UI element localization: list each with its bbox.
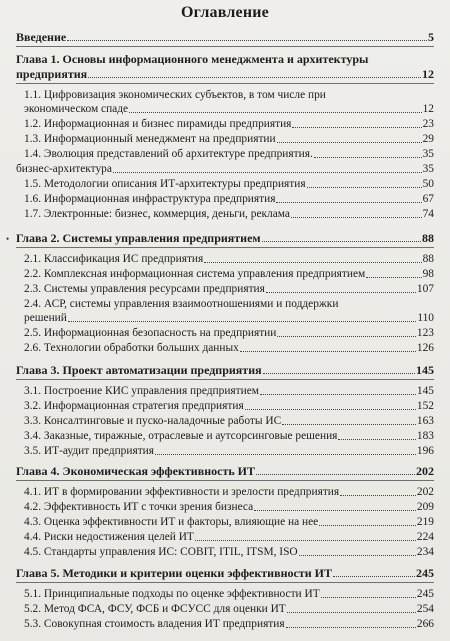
chapter-4-title: Глава 4. Экономическая эффективность ИТ (16, 464, 256, 478)
section-2-2 (24, 267, 434, 281)
section-2-1-label: 2.1. Классификация ИС предприятия (24, 253, 204, 265)
leader-dots (277, 336, 416, 337)
leader-dots (68, 321, 416, 322)
section-1-4 (24, 147, 434, 161)
section-4-1 (24, 485, 434, 499)
section-2-4-line2: решений (24, 312, 67, 324)
section-4-5-page: 234 (416, 546, 434, 558)
chapter-2-page: 88 (422, 231, 434, 245)
section-2-6 (24, 341, 434, 355)
section-4-4-page: 224 (416, 531, 434, 543)
chapter-1-page: 12 (422, 67, 434, 81)
chapter-2-title: Глава 2. Системы управления предприятием (16, 231, 261, 245)
leader-dots (333, 576, 415, 577)
section-1-1-page: 12 (422, 103, 434, 115)
section-1-7-page: 74 (422, 208, 434, 220)
section-2-4-page: 110 (417, 312, 434, 324)
section-3-4-label: 3.4. Заказные, тиражные, отраслевые и аутсорсинговые решения (24, 430, 338, 442)
section-5-3-page: 266 (416, 618, 434, 630)
section-4-2 (24, 500, 434, 514)
chapter-3-heading (16, 363, 434, 377)
leader-dots (88, 77, 421, 78)
section-5-1 (24, 587, 434, 601)
chapter-2-heading (16, 231, 434, 245)
section-2-3 (24, 282, 434, 296)
section-2-6-page: 126 (416, 342, 434, 354)
section-2-2-page: 98 (422, 268, 434, 280)
section-3-2-label: 3.2. Информационная стратегия предприятия (24, 400, 244, 412)
section-1-1-line1: 1.1. Цифровизация экономических субъектов, в том числе при (24, 89, 326, 101)
toc-intro-label: Введение (16, 30, 67, 44)
leader-dots (240, 351, 416, 352)
leader-dots (287, 612, 416, 613)
section-3-1-page: 145 (416, 385, 434, 397)
chapter-1-heading (16, 67, 434, 81)
section-1-4-cont (16, 162, 434, 176)
section-1-5-label: 1.5. Методологии описания ИТ-архитектуры предприятия (24, 178, 306, 190)
section-1-2 (24, 117, 434, 131)
section-1-2-label: 1.2. Информационная и бизнес пирамиды предприятия (24, 118, 292, 130)
section-3-5-page: 196 (416, 445, 434, 457)
section-1-3 (24, 132, 434, 146)
section-1-1 (24, 102, 434, 116)
leader-dots (338, 439, 416, 440)
section-5-3-label: 5.3. Совокупная стоимость владения ИТ предприятия (24, 618, 285, 630)
section-3-5 (24, 444, 434, 458)
leader-dots (266, 292, 416, 293)
leader-dots (262, 241, 421, 242)
chapter-1-title-line2: предприятия (16, 67, 88, 81)
section-1-6-label: 1.6. Информационная инфраструктура предприятия (24, 193, 276, 205)
leader-dots (286, 627, 416, 628)
leader-dots (67, 40, 427, 41)
leader-dots (366, 277, 421, 278)
chapter-3-title: Глава 3. Проект автоматизации предприятия (16, 363, 262, 377)
section-5-2-label: 5.2. Метод ФСА, ФСУ, ФСБ и ФСУСС для оценки ИТ (24, 603, 286, 615)
section-1-4-label: 1.4. Эволюция представлений об архитектуре предприятия. (24, 148, 313, 160)
leader-dots (254, 510, 416, 511)
section-5-3 (24, 617, 434, 631)
section-4-3-page: 219 (416, 516, 434, 528)
page-title: Оглавление (181, 4, 269, 21)
section-1-3-label: 1.3. Информационный менеджмент на предприятии (24, 133, 276, 145)
section-4-3 (24, 515, 434, 529)
leader-dots (276, 202, 421, 203)
section-4-4 (24, 530, 434, 544)
section-2-1-page: 88 (422, 253, 434, 265)
section-3-5-label: 3.5. ИТ-аудит предприятия (24, 445, 155, 457)
chapter-5-heading (16, 566, 434, 580)
leader-dots (321, 597, 416, 598)
toc-intro (16, 30, 434, 44)
section-3-4 (24, 429, 434, 443)
leader-dots (155, 454, 416, 455)
chapter-3-page: 145 (416, 363, 434, 377)
leader-dots (277, 142, 422, 143)
section-4-1-label: 4.1. ИТ в формировании эффективности и зрелости предприятия (24, 486, 340, 498)
section-5-2 (24, 602, 434, 616)
leader-dots (340, 495, 416, 496)
divider (16, 83, 434, 84)
section-4-2-page: 209 (416, 501, 434, 513)
leader-dots (245, 409, 416, 410)
section-4-3-label: 4.3. Оценка эффективности ИТ и факторы, влияющие на нее (24, 516, 319, 528)
section-3-2 (24, 399, 434, 413)
section-4-5 (24, 545, 434, 559)
leader-dots (256, 474, 415, 475)
chapter-5-page: 245 (416, 566, 434, 580)
divider (16, 480, 434, 481)
leader-dots (292, 127, 421, 128)
section-5-2-page: 254 (416, 603, 434, 615)
section-2-5-label: 2.5. Информационная безопасность на предприятии (24, 327, 277, 339)
chapter-4-page: 202 (416, 464, 434, 478)
section-3-3-page: 163 (416, 415, 434, 427)
leader-dots (260, 394, 416, 395)
section-5-1-label: 5.1. Принципиальные подходы по оценке эффективности ИТ (24, 588, 320, 600)
section-3-2-page: 152 (416, 400, 434, 412)
section-2-3-label: 2.3. Системы управления ресурсами предприятия (24, 283, 265, 295)
section-3-3 (24, 414, 434, 428)
leader-dots (291, 217, 422, 218)
chapter-5-title: Глава 5. Методики и критерии оценки эффективности ИТ (16, 566, 332, 580)
section-1-7-label: 1.7. Электронные: бизнес, коммерция, деньги, реклама (24, 208, 290, 220)
leader-dots (129, 112, 422, 113)
section-2-5-page: 123 (416, 327, 434, 339)
section-3-3-label: 3.3. Консалтинговые и пуско-наладочные работы ИС (24, 415, 282, 427)
section-1-4-page: 35 (422, 148, 434, 160)
divider (16, 379, 434, 380)
section-1-5-page: 50 (422, 178, 434, 190)
section-2-6-label: 2.6. Технологии обработки больших данных (24, 342, 239, 354)
section-4-4-label: 4.4. Риски недостижения целей ИТ (24, 531, 194, 543)
chapter-1-title-line1: Глава 1. Основы информационного менеджмента и архитектуры (16, 52, 369, 66)
section-3-1 (24, 384, 434, 398)
section-2-3-page: 107 (416, 283, 434, 295)
section-3-1-label: 3.1. Построение КИС управления предприятием (24, 385, 260, 397)
section-4-5-label: 4.5. Стандарты управления ИС: COBIT, ITIL, ITSM, ISO (24, 546, 298, 558)
section-3-4-page: 183 (416, 430, 434, 442)
section-1-1-line2: экономическом спаде (24, 103, 129, 115)
section-4-2-label: 4.2. Эффективность ИТ с точки зрения бизнеса (24, 501, 254, 513)
section-1-6-page: 67 (422, 193, 434, 205)
divider (16, 247, 434, 248)
margin-dot: • (6, 234, 10, 244)
section-2-1 (24, 252, 434, 266)
section-1-5 (24, 177, 434, 191)
section-4-1-page: 202 (416, 486, 434, 498)
leader-dots (204, 262, 421, 263)
leader-dots (195, 540, 416, 541)
section-2-4 (24, 311, 434, 325)
leader-dots (282, 424, 416, 425)
leader-dots (263, 373, 415, 374)
section-2-2-label: 2.2. Комплексная информационная система управления предприятием (24, 268, 366, 280)
leader-dots (319, 525, 416, 526)
section-1-3-page: 29 (422, 133, 434, 145)
section-1-4-line2: бизнес-архитектура (16, 163, 112, 175)
leader-dots (113, 172, 422, 173)
section-1-4-page2: 35 (422, 163, 434, 175)
section-1-2-page: 23 (422, 118, 434, 130)
section-1-6 (24, 192, 434, 206)
toc-intro-page: 5 (428, 30, 434, 44)
section-1-7 (24, 207, 434, 221)
section-2-4-line1: 2.4. АСР, системы управления взаимоотношениями и поддержки (24, 298, 339, 310)
leader-dots (299, 555, 416, 556)
divider (16, 46, 434, 47)
divider (16, 582, 434, 583)
chapter-4-heading (16, 464, 434, 478)
section-2-5 (24, 326, 434, 340)
section-5-1-page: 245 (416, 588, 434, 600)
leader-dots (307, 187, 422, 188)
leader-dots (314, 157, 422, 158)
